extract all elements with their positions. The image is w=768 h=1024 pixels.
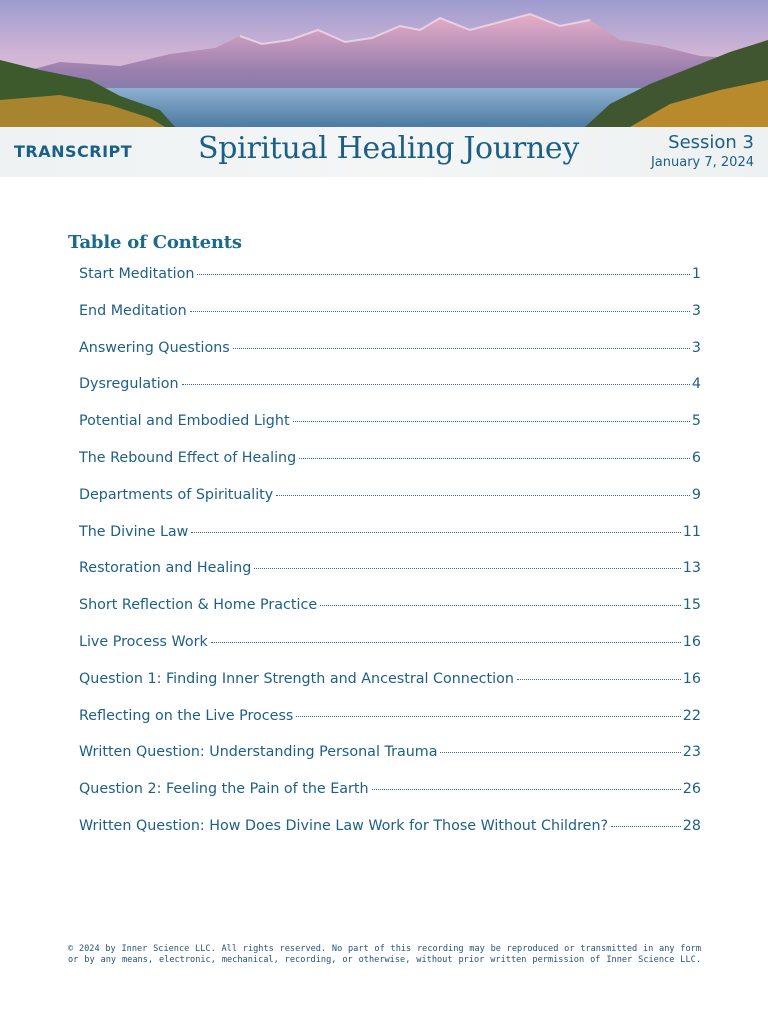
mountain-landscape-illustration (0, 0, 768, 127)
transcript-label: TRANSCRIPT (14, 142, 133, 161)
dot-leader (191, 532, 680, 533)
toc-entry-page: 1 (691, 266, 701, 282)
dot-leader (440, 752, 680, 753)
session-number: Session 3 (668, 132, 754, 153)
toc-entry-title: The Rebound Effect of Healing (79, 449, 297, 466)
toc-entry[interactable] (79, 634, 701, 671)
copyright-line: © 2024 by Inner Science LLC. All rights reserved. No part of this recording may be reproduced or transmitted in any form (68, 944, 701, 954)
toc-entry-page: 9 (691, 486, 701, 503)
toc-entry-title: Potential and Embodied Light (79, 413, 290, 430)
dot-leader (276, 495, 690, 496)
toc-entry[interactable] (79, 781, 701, 818)
toc-entry-title: Dysregulation (79, 376, 179, 393)
toc-entry-page: 15 (682, 597, 701, 614)
toc-entry[interactable] (79, 487, 701, 524)
toc-entry[interactable] (79, 266, 701, 303)
toc-entry-page: 22 (682, 707, 701, 724)
dot-leader (517, 679, 681, 680)
toc-entry[interactable] (79, 524, 701, 561)
dot-leader (611, 826, 681, 827)
toc-entry-page: 5 (691, 413, 701, 430)
toc-entry[interactable] (79, 744, 701, 781)
toc-entry-title: End Meditation (79, 302, 187, 319)
toc-entry-title: The Divine Law (79, 523, 189, 540)
dot-leader (182, 384, 690, 385)
toc-entry-title: Question 1: Finding Inner Strength and Ancestral Connection (79, 670, 514, 687)
toc-entry-title: Live Process Work (79, 633, 208, 650)
dot-leader (372, 789, 681, 790)
toc-entry-page: 4 (691, 376, 701, 393)
dot-leader (190, 311, 690, 312)
dot-leader (320, 605, 681, 606)
document-title: Spiritual Healing Journey (198, 131, 580, 166)
toc-heading: Table of Contents (68, 232, 242, 253)
toc-entry-page: 6 (691, 449, 701, 466)
toc-entry-title: Restoration and Healing (79, 560, 252, 577)
toc-entry-page: 13 (682, 560, 701, 577)
toc-entry[interactable] (79, 597, 701, 634)
toc-entry[interactable] (79, 376, 701, 413)
toc-entry-page: 16 (682, 670, 701, 687)
toc-entry[interactable] (79, 303, 701, 340)
toc-entry[interactable] (79, 708, 701, 745)
toc-entry-title: Answering Questions (79, 339, 230, 356)
toc-entry-title: Departments of Spirituality (79, 486, 274, 503)
dot-leader (254, 568, 681, 569)
toc-entry-page: 26 (682, 781, 701, 798)
toc-entry-title: Written Question: How Does Divine Law Work for Those Without Children? (79, 817, 609, 834)
copyright-line: or by any means, electronic, mechanical, recording, or otherwise, without prior written permission of Inner Science LLC. (68, 954, 701, 965)
toc-entry[interactable] (79, 413, 701, 450)
dot-leader (293, 421, 690, 422)
toc-entry-title: Question 2: Feeling the Pain of the Earth (79, 781, 369, 798)
toc-entry-page: 11 (682, 523, 701, 540)
dot-leader (197, 274, 689, 275)
toc-entry-page: 23 (682, 744, 701, 761)
toc-entry[interactable] (79, 340, 701, 377)
toc-entry[interactable] (79, 560, 701, 597)
session-date: January 7, 2024 (650, 155, 754, 170)
dot-leader (233, 348, 690, 349)
copyright-notice (68, 944, 701, 965)
toc-entry[interactable] (79, 818, 701, 855)
dot-leader (299, 458, 690, 459)
dot-leader (296, 716, 680, 717)
toc-entry-title: Start Meditation (79, 266, 195, 282)
toc-entry-title: Short Reflection & Home Practice (79, 597, 318, 614)
dot-leader (211, 642, 681, 643)
toc-entry[interactable] (79, 450, 701, 487)
toc-entry-page: 3 (691, 339, 701, 356)
header-banner-image (0, 0, 768, 127)
toc-entry-page: 3 (691, 302, 701, 319)
toc-entry[interactable] (79, 671, 701, 708)
toc-entry-page: 28 (682, 817, 701, 834)
toc-entry-title: Written Question: Understanding Personal Trauma (79, 744, 438, 761)
table-of-contents (79, 266, 701, 855)
toc-entry-page: 16 (682, 633, 701, 650)
toc-entry-title: Reflecting on the Live Process (79, 707, 294, 724)
